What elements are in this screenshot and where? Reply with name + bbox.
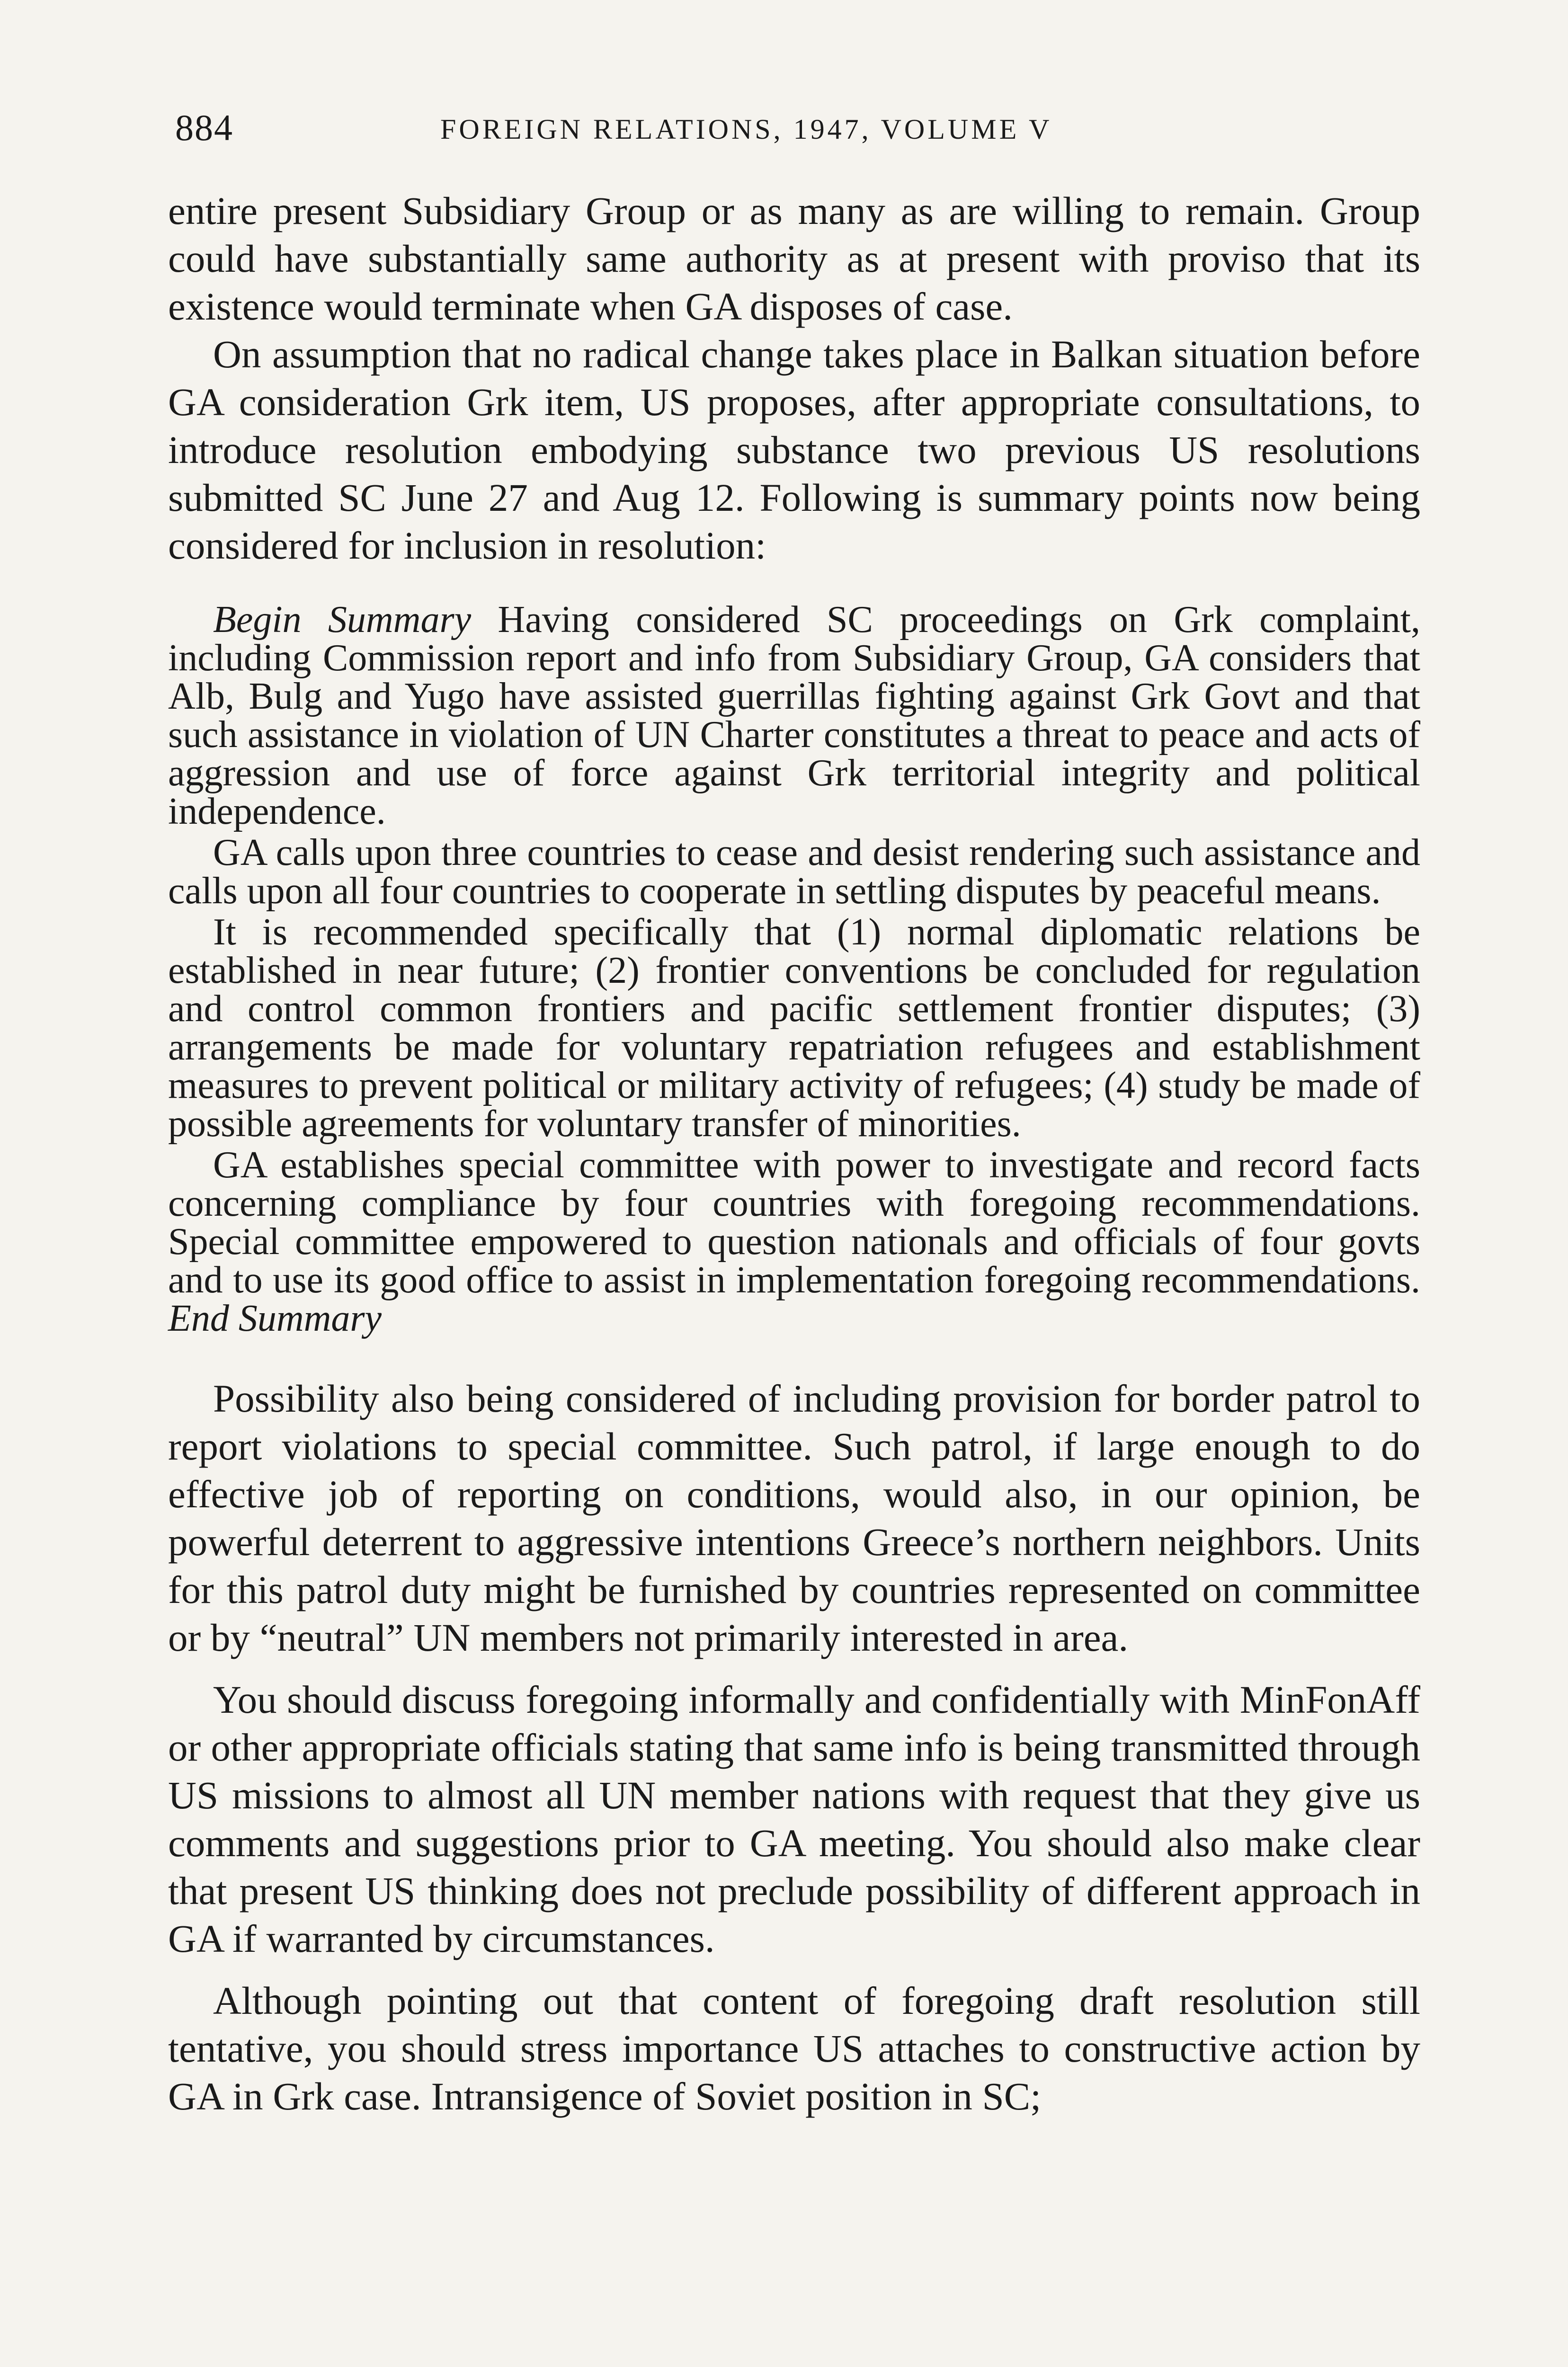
end-summary-label: End Summary xyxy=(168,1298,382,1339)
summary-paragraph xyxy=(168,601,1420,831)
paragraph: Possibility also being considered of including provision for border patrol to report violations to special committee. Such patrol, if large enough to do effective job of reporting on conditions, would also, in our opinion, be powerful deterrent to aggressive intentions Greece’s northern neighbors. Units for this patrol duty might be furnished by countries represented on committee or by “neutral” UN members not primarily interested in area. xyxy=(168,1377,1420,1659)
main-text-top xyxy=(168,187,1420,570)
page-header xyxy=(175,107,1165,159)
running-head: FOREIGN RELATIONS, 1947, VOLUME V xyxy=(440,114,1052,145)
paragraph: You should discuss foregoing informally and confidentially with MinFonAff or other appropriate officials stating that same info is being transmitted through US missions to almost all UN member nations with request that they give us comments and suggestions prior to GA meeting. You should also make clear that present US thinking does not preclude possibility of different approach in GA if warranted by circumstances. xyxy=(168,1678,1420,1960)
summary-text: GA establishes special committee with power to investigate and record facts concerning compliance by four countries with foregoing recommendations. Special committee empowered to question nationals and officials of four govts and to use its good office to assist in implementation foregoing recommendations. xyxy=(168,1144,1420,1301)
paragraph: entire present Subsidiary Group or as many as are willing to remain. Group could have substantially same authority as at present with proviso that its existence would terminate when GA disposes of case. xyxy=(168,189,1420,328)
begin-summary-label: Begin Summary xyxy=(213,599,472,641)
paragraph: Although pointing out that content of foregoing draft resolution still tentative, you should stress importance US attaches to constructive action by GA in Grk case. Intransigence of Soviet position in SC; xyxy=(168,1979,1420,2118)
page-body xyxy=(168,187,1420,2135)
summary-paragraph: It is recommended specifically that (1) normal diplomatic relations be established in near future; (2) frontier conventions be concluded for regulation and control common frontiers and pacific settlement frontier disputes; (3) arrangements be made for voluntary repatriation refugees and establishment measures to prevent political or military activity of refugees; (4) study be made of possible agreements for voluntary transfer of minorities. xyxy=(168,911,1420,1145)
summary-text: Having considered SC proceedings on Grk complaint, including Commission report and info from Subsidiary Group, GA considers that Alb, Bulg and Yugo have assisted guerrillas fighting against Grk Govt and that such assistance in violation of UN Charter constitutes a threat to peace and acts of aggression and use of force against Grk territorial integrity and political independence. xyxy=(168,599,1420,832)
main-text-bottom xyxy=(168,1375,1420,2120)
paragraph: On assumption that no radical change takes place in Balkan situation before GA consideration Grk item, US proposes, after appropriate consultations, to introduce resolution embodying substance two previous US resolutions submitted SC June 27 and Aug 12. Following is summary points now being considered for inclusion in resolution: xyxy=(168,332,1420,567)
summary-paragraph: GA calls upon three countries to cease and desist rendering such assistance and calls upon all four countries to cooperate in settling disputes by peaceful means. xyxy=(168,832,1420,912)
summary-block xyxy=(168,601,1420,1338)
summary-paragraph xyxy=(168,1146,1420,1338)
page-number: 884 xyxy=(175,107,233,148)
